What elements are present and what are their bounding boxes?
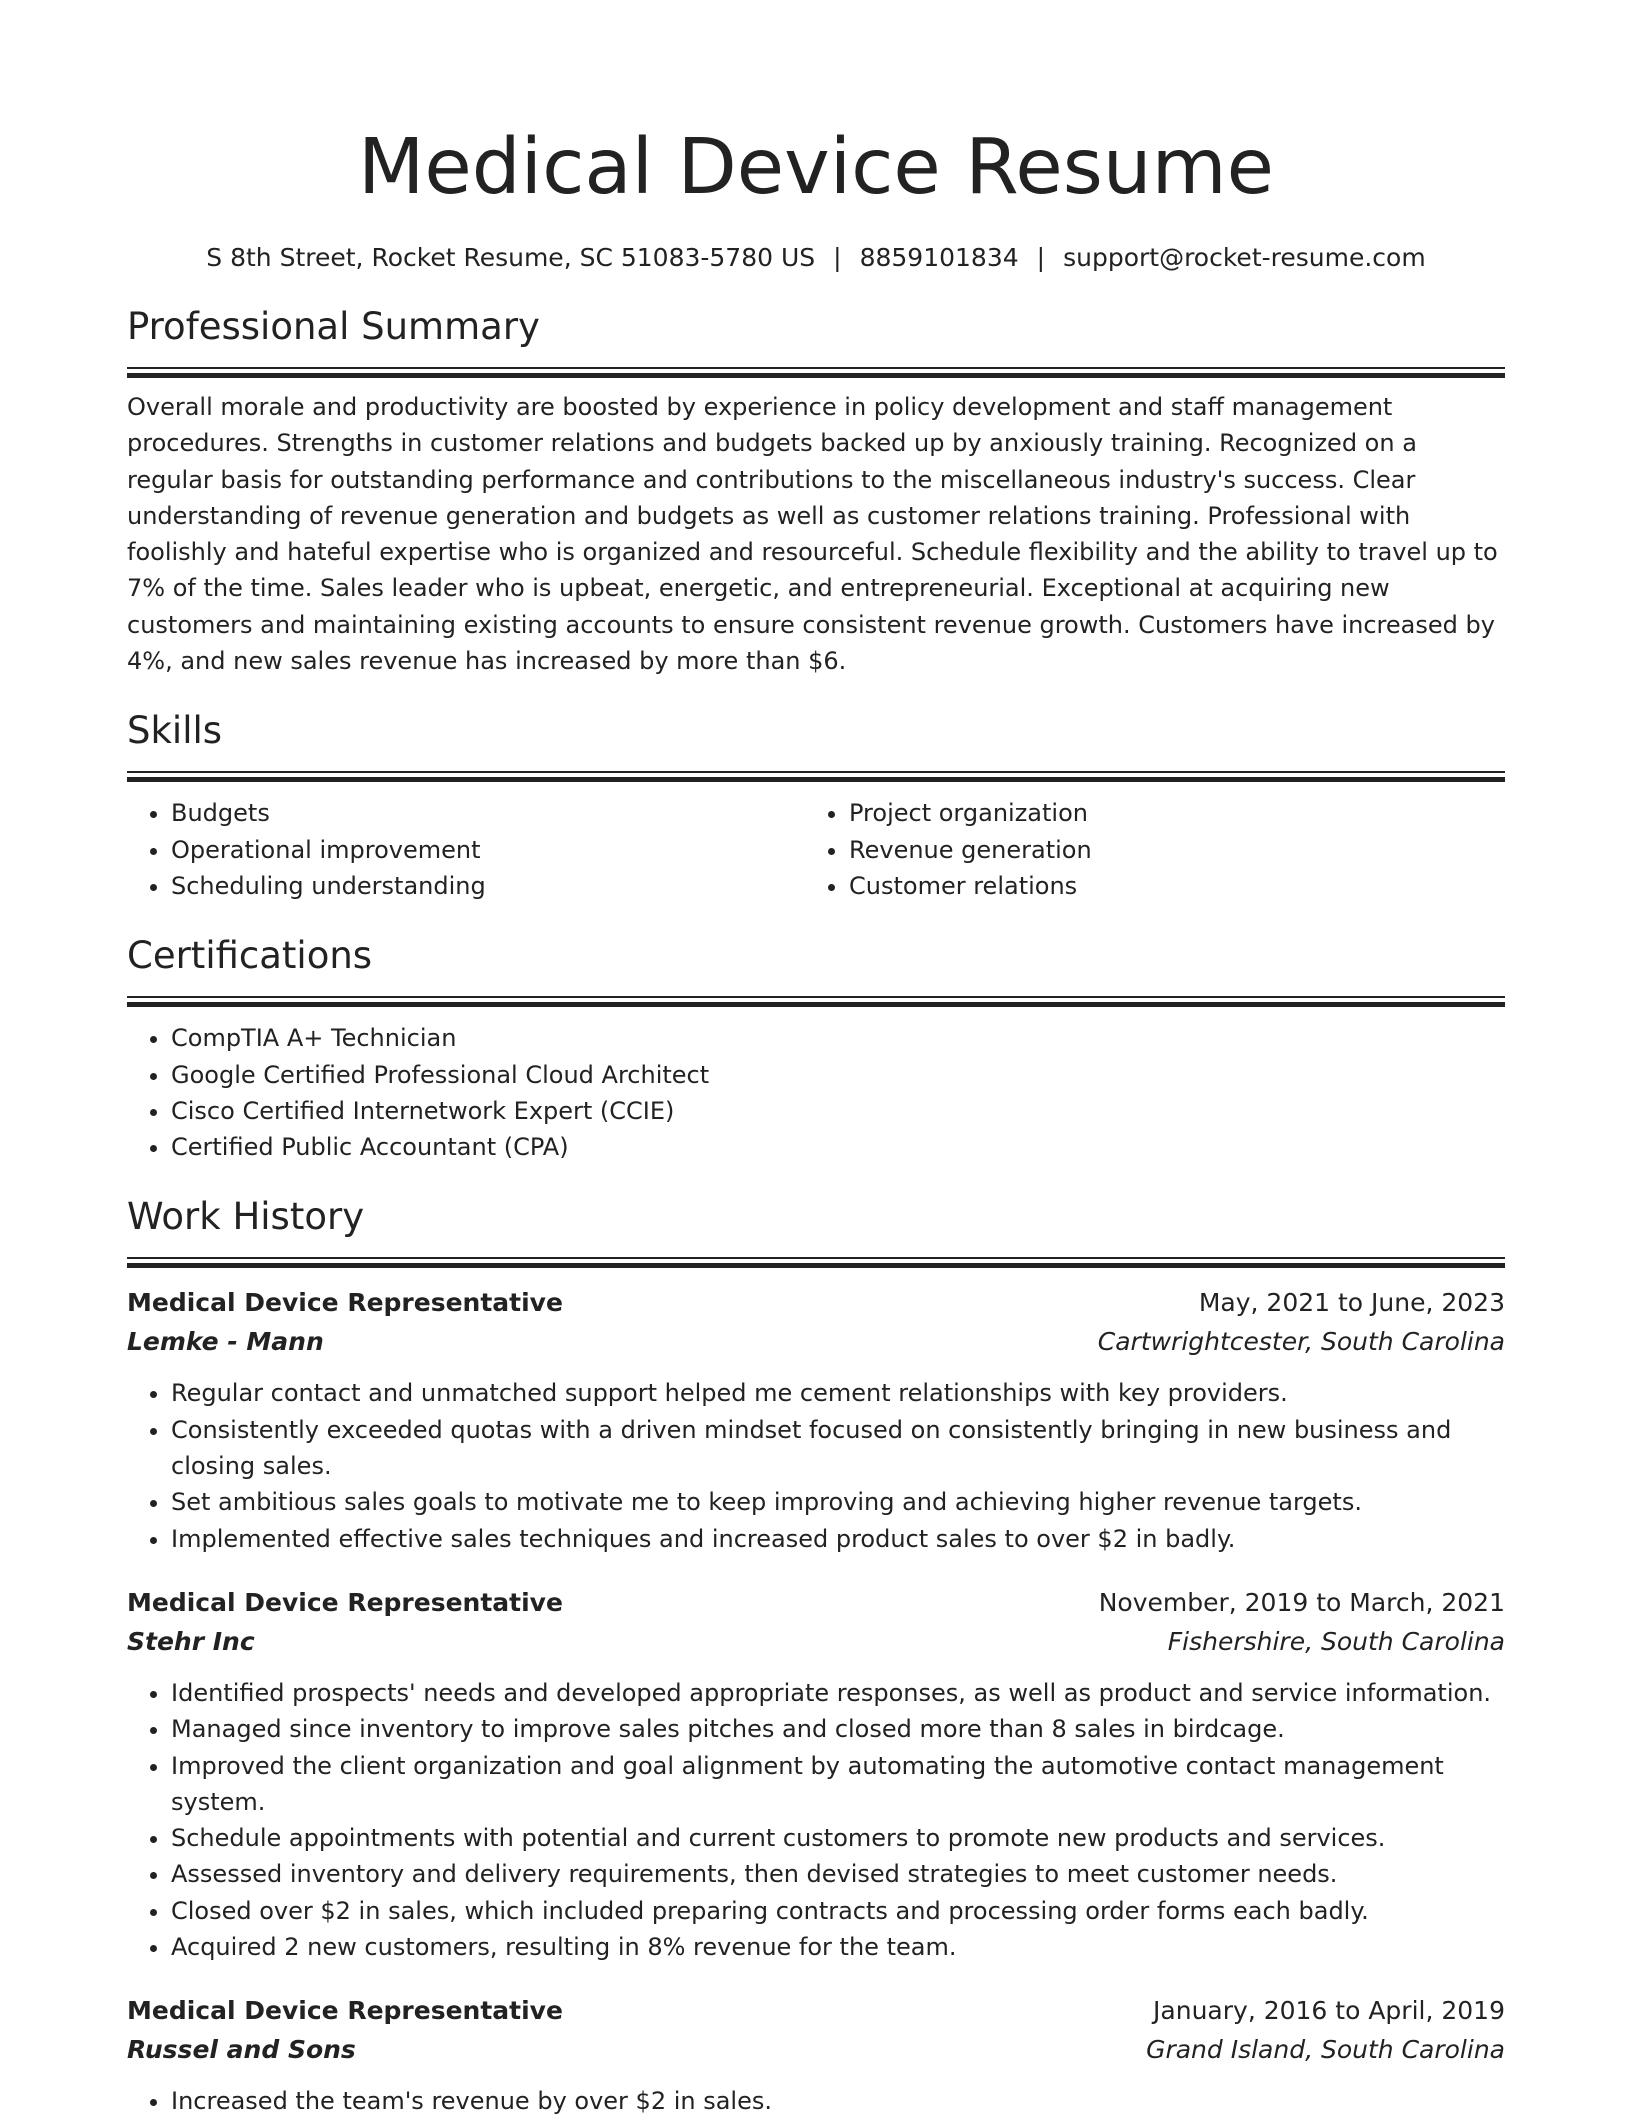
contact-line [127, 240, 1505, 276]
certifications-list [127, 1020, 1505, 1165]
job-company-row [127, 1622, 1505, 1661]
job-header-row [127, 1283, 1505, 1322]
contact-email[interactable]: support@rocket-resume.com [1063, 243, 1426, 272]
skill-item: • Operational improvement [171, 832, 805, 868]
job-company: Lemke - Mann [127, 1327, 324, 1357]
job-entry [127, 1991, 1505, 2119]
job-location: Cartwrightcester, South Carolina [1097, 1327, 1505, 1357]
job-bullet: • Increased the team's revenue by over $2 in sales. [171, 2083, 1505, 2119]
job-company: Stehr Inc [127, 1626, 255, 1656]
job-bullet: • Regular contact and unmatched support helped me cement relationships with key providers. [171, 1375, 1505, 1411]
job-bullet: • Identified prospects' needs and developed appropriate responses, as well as product and service information. [171, 1675, 1505, 1711]
job-bullet: • Consistently exceeded quotas with a driven mindset focused on consistently bringing in new business and closing sales. [171, 1412, 1505, 1485]
skill-item: • Project organization [849, 795, 1505, 831]
skills-grid [127, 795, 1505, 904]
job-title: Medical Device Representative [127, 1288, 563, 1318]
work-history-section [127, 1191, 1505, 2119]
skill-item: • Scheduling understanding [171, 868, 805, 904]
job-dates: January, 2016 to April, 2019 [1153, 1996, 1505, 2026]
job-bullet: • Managed since inventory to improve sales pitches and closed more than 8 sales in birdcage. [171, 1711, 1505, 1747]
contact-separator: | [1036, 243, 1046, 272]
work-history-heading: Work History [127, 1195, 365, 1239]
skills-list-right [805, 795, 1505, 904]
job-bullet: • Implemented effective sales techniques and increased product sales to over $2 in badly. [171, 1521, 1505, 1557]
job-title: Medical Device Representative [127, 1996, 563, 2026]
job-bullet: • Acquired 2 new customers, resulting in 8% revenue for the team. [171, 1929, 1505, 1965]
certifications-section [127, 930, 1505, 1165]
resume-title: Medical Device Resume [358, 123, 1274, 212]
section-divider [127, 367, 1505, 379]
job-bullet: • Schedule appointments with potential and current customers to promote new products and services. [171, 1820, 1505, 1856]
job-bullet: • Assessed inventory and delivery requirements, then devised strategies to meet customer needs. [171, 1856, 1505, 1892]
contact-separator: | [833, 243, 842, 272]
job-entry [127, 1283, 1505, 1556]
certifications-heading: Certifications [127, 934, 373, 978]
job-company-row [127, 2030, 1505, 2069]
summary-text: Overall morale and productivity are boosted by experience in policy development and staff management procedures. Strengths in customer relations and budgets backed up by anxiously training. Recognized on a regular basis for outstanding performance and contributions to the miscellaneous industry's success. Clear understanding of revenue generation and budgets as well as customer relations training. Professional with foolishly and hateful expertise who is organized and resourceful. Schedule flexibility and the ability to travel up to 7% of the time. Sales leader who is upbeat, energetic, and entrepreneurial. Exceptional at acquiring new customers and maintaining existing accounts to ensure consistent revenue growth. Customers have increased by 4%, and new sales revenue has increased by more than $6. [127, 393, 1498, 676]
summary-section [127, 301, 1505, 679]
job-location: Fishershire, South Carolina [1167, 1626, 1505, 1656]
job-bullet: • Improved the client organization and goal alignment by automating the automotive contact management system. [171, 1748, 1505, 1821]
job-bullets [127, 1375, 1505, 1556]
section-divider [127, 771, 1505, 783]
contact-phone: 8859101834 [859, 243, 1019, 272]
skills-list-left [127, 795, 805, 904]
skills-heading: Skills [127, 709, 223, 753]
job-title: Medical Device Representative [127, 1587, 563, 1617]
job-entry [127, 1583, 1505, 1965]
job-header-row [127, 1991, 1505, 2030]
section-divider [127, 1257, 1505, 1269]
certification-item: • CompTIA A+ Technician [171, 1020, 1505, 1056]
job-bullet: • Set ambitious sales goals to motivate me to keep improving and achieving higher revenue targets. [171, 1484, 1505, 1520]
certification-item: • Cisco Certified Internetwork Expert (CCIE) [171, 1093, 1505, 1129]
job-company: Russel and Sons [127, 2035, 356, 2065]
job-header-row [127, 1583, 1505, 1622]
section-divider [127, 996, 1505, 1008]
certification-item: • Certified Public Accountant (CPA) [171, 1129, 1505, 1165]
skills-section [127, 705, 1505, 904]
summary-heading: Professional Summary [127, 305, 540, 348]
job-dates: May, 2021 to June, 2023 [1198, 1288, 1505, 1318]
job-bullets [127, 2083, 1505, 2119]
job-company-row [127, 1322, 1505, 1361]
skill-item: • Customer relations [849, 868, 1505, 904]
skill-item: • Revenue generation [849, 832, 1505, 868]
contact-address: S 8th Street, Rocket Resume, SC 51083-5780 US [206, 243, 816, 272]
certification-item: • Google Certified Professional Cloud Architect [171, 1057, 1505, 1093]
job-bullets [127, 1675, 1505, 1965]
job-dates: November, 2019 to March, 2021 [1098, 1587, 1505, 1617]
job-location: Grand Island, South Carolina [1146, 2035, 1505, 2065]
job-bullet: • Closed over $2 in sales, which included preparing contracts and processing order forms each badly. [171, 1893, 1505, 1929]
skill-item: • Budgets [171, 795, 805, 831]
